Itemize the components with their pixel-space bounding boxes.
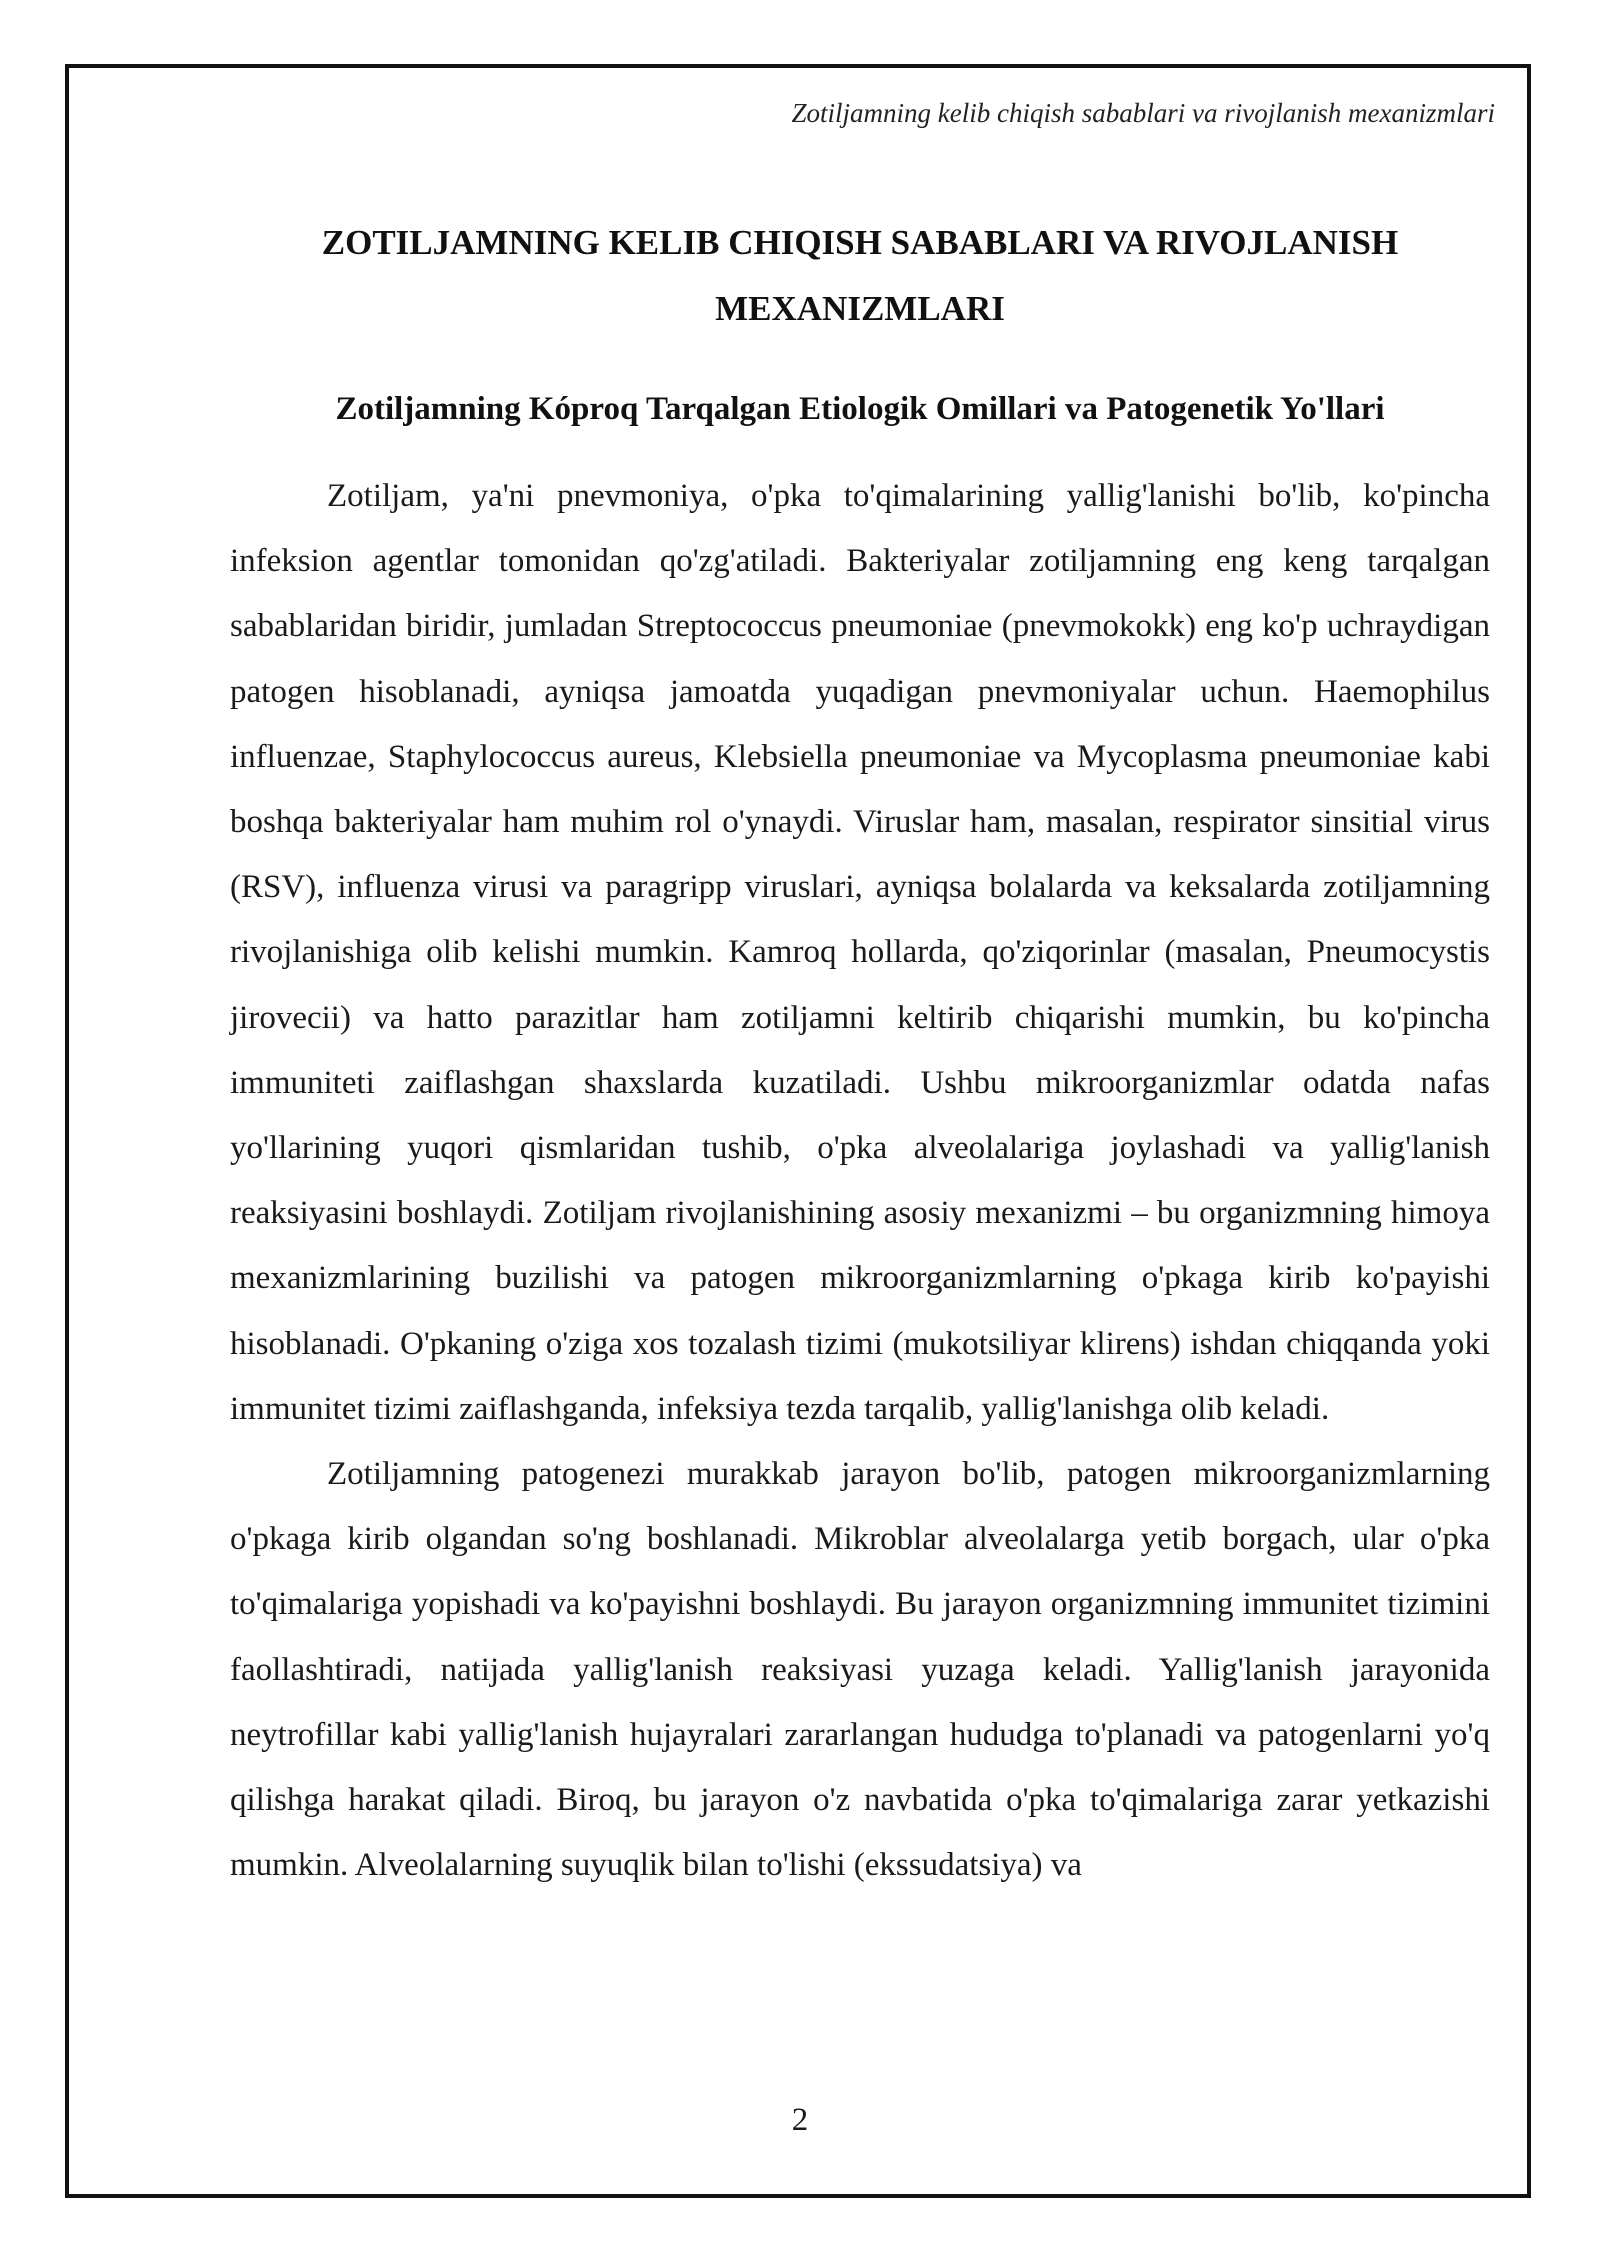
document-title: ZOTILJAMNING KELIB CHIQISH SABABLARI VA RIVOJLANISH MEXANIZMLARI: [321, 223, 1399, 328]
section-heading: Zotiljamning Kóproq Tarqalgan Etiologik Omillari va Patogenetik Yo'llari: [335, 391, 1385, 427]
paragraph-2: Zotiljamning patogenezi murakkab jarayon bo'lib, patogen mikroorganizmlarning o'pkaga kirib olgandan so'ng boshlanadi. Mikroblar alveolalarga yetib borgach, ular o'pka to'qimalariga yopishadi va ko'payishni boshlaydi. Bu jarayon organizmning immunitet tizimini faollashtiradi, natijada yallig'lanish reaksiyasi yuzaga keladi. Yallig'lanish jarayonida neytrofillar kabi yallig'lanish hujayralari zararlangan hududga to'planadi va patogenlarni yo'q qilishga harakat qiladi. Biroq, bu jarayon o'z navbatida o'pka to'qimalariga zarar yetkazishi mumkin. Alveolalarning suyuqlik bilan to'lishi (ekssudatsiya) va: [230, 1456, 1490, 1884]
paragraph-1: Zotiljam, ya'ni pnevmoniya, o'pka to'qimalarining yallig'lanishi bo'lib, ko'pincha infeksion agentlar tomonidan qo'zg'atiladi. Bakteriyalar zotiljamning eng keng tarqalgan sabablaridan biridir, jumladan Streptococcus pneumoniae (pnevmokokk) eng ko'p uchraydigan patogen hisoblanadi, ayniqsa jamoatda yuqadigan pnevmoniyalar uchun. Haemophilus influenzae, Staphylococcus aureus, Klebsiella pneumoniae va Mycoplasma pneumoniae kabi boshqa bakteriyalar ham muhim rol o'ynaydi. Viruslar ham, masalan, respirator sinsitial virus (RSV), influenza virusi va paragripp viruslari, ayniqsa bolalarda va keksalarda zotiljamning rivojlanishiga olib kelishi mumkin. Kamroq hollarda, qo'ziqorinlar (masalan, Pneumocystis jirovecii) va hatto parazitlar ham zotiljamni keltirib chiqarishi mumkin, bu ko'pincha immuniteti zaiflashgan shaxslarda kuzatiladi. Ushbu mikroorganizmlar odatda nafas yo'llarining yuqori qismlaridan tushib, o'pka alveolalariga joylashadi va yallig'lanish reaksiyasini boshlaydi. Zotiljam rivojlanishining asosiy mexanizmi – bu organizmning himoya mexanizmlarining buzilishi va patogen mikroorganizmlarning o'pkaga kirib ko'payishi hisoblanadi. O'pkaning o'ziga xos tozalash tizimi (mukotsiliyar klirens) ishdan chiqqanda yoki immunitet tizimi zaiflashganda, infeksiya tezda tarqalib, yallig'lanishga olib keladi.: [230, 478, 1490, 1427]
running-header: Zotiljamning kelib chiqish sabablari va rivojlanish mexanizmlari: [791, 98, 1495, 128]
page-number: 2: [791, 2102, 809, 2138]
body-text: [230, 464, 1490, 1898]
